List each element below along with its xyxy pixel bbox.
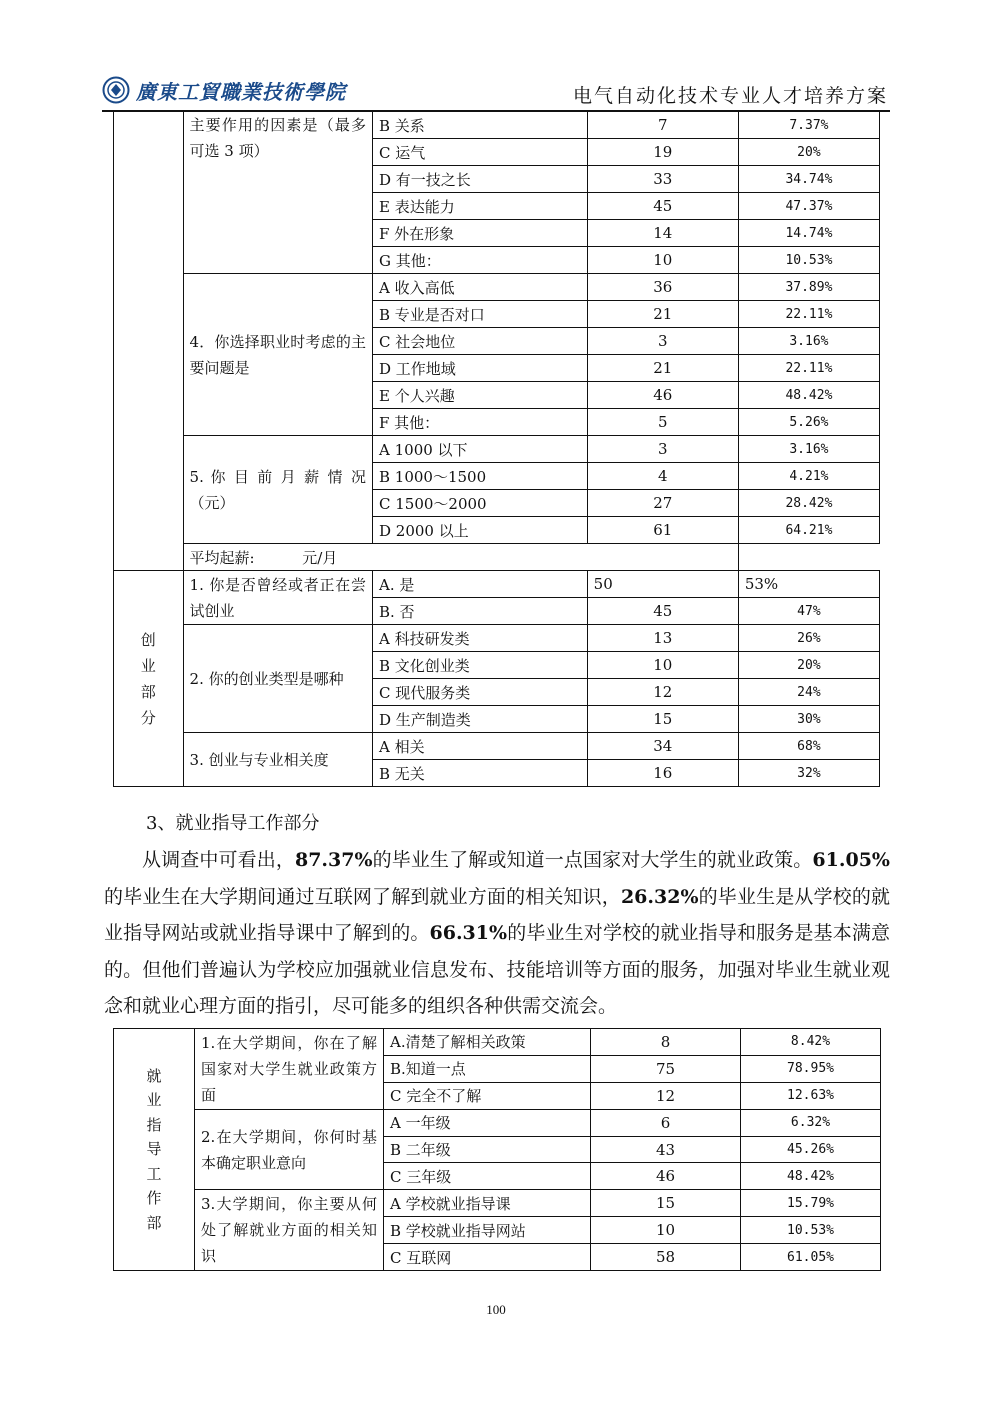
count-cell: 43 [591,1136,741,1163]
option-cell: A 一年级 [384,1109,591,1136]
table-row [114,1190,881,1217]
option-cell: B 文化创业类 [373,652,588,679]
option-cell: D 2000 以上 [373,517,588,544]
option-cell: B 学校就业指导网站 [384,1217,591,1244]
option-cell: D 工作地域 [373,355,588,382]
percent-cell: 3.16% [738,328,879,355]
count-cell: 46 [591,1163,741,1190]
percent-cell: 15.79% [741,1190,881,1217]
count-cell: 5 [587,409,738,436]
option-cell: A 科技研发类 [373,625,588,652]
question-cell: 4．你选择职业时考虑的主要问题是 [183,274,372,436]
count-cell: 21 [587,301,738,328]
percent-cell: 26% [738,625,879,652]
percent-cell: 78.95% [741,1055,881,1082]
option-cell: D 生产制造类 [373,706,588,733]
table-row [114,571,880,598]
count-cell: 10 [587,652,738,679]
option-cell: C 三年级 [384,1163,591,1190]
count-cell: 61 [587,517,738,544]
count-cell: 36 [587,274,738,301]
option-cell: B 1000～1500 [373,463,588,490]
percent-cell: 22.11% [738,355,879,382]
table-row [114,1109,881,1136]
count-cell: 58 [591,1244,741,1271]
highlight-percentage: 66.31% [429,922,508,944]
question-cell: 5. 你 目 前 月 薪 情 况（元） [183,436,372,544]
option-cell: B. 否 [373,598,588,625]
option-cell: G 其他： [373,247,588,274]
table-row [114,733,880,760]
option-cell: A 相关 [373,733,588,760]
highlight-percentage: 87.37% [294,849,373,871]
count-cell: 3 [587,328,738,355]
percent-cell: 8.42% [741,1029,881,1056]
percent-cell: 37.89% [738,274,879,301]
survey-table-career-entrepreneurship [113,111,880,787]
option-cell: C 运气 [373,139,588,166]
section-paragraph [104,842,890,1025]
table-row [114,625,880,652]
count-cell: 50 [587,571,738,598]
paragraph-text: 的毕业生是从学校的就业指导网站或就业指导课中了解到的。 [104,885,890,944]
average-salary-cell: 平均起薪: 元/月 [183,544,738,571]
question-cell: 2. 你的创业类型是哪种 [183,625,372,733]
school-emblem-icon [102,76,130,104]
count-cell: 19 [587,139,738,166]
count-cell: 7 [587,112,738,139]
section-heading: 3、就业指导工作部分 [146,813,320,834]
percent-cell: 3.16% [738,436,879,463]
percent-cell: 22.11% [738,301,879,328]
percent-cell: 14.74% [738,220,879,247]
count-cell: 45 [587,598,738,625]
count-cell: 10 [591,1217,741,1244]
paragraph-text: 的毕业生对学校的就业指导和服务是基本满意的。但他们普遍认为学校应加强就业信息发布、技能培训等方面的服务，加强对毕业生就业观念和就业心理方面的指引，尽可能多的组织各种供需交流会。 [104,922,890,1017]
option-cell: E 个人兴趣 [373,382,588,409]
option-cell: F 外在形象 [373,220,588,247]
option-cell: A 1000 以下 [373,436,588,463]
document-title: 电气自动化技术专业人才培养方案 [572,85,888,107]
option-cell: A 学校就业指导课 [384,1190,591,1217]
option-cell: E 表达能力 [373,193,588,220]
count-cell: 4 [587,463,738,490]
paragraph-text: 的毕业生了解或知道一点国家对大学生的就业政策。 [372,849,813,871]
count-cell: 13 [587,625,738,652]
percent-cell: 47.37% [738,193,879,220]
percent-cell: 20% [738,652,879,679]
option-cell: F 其他： [373,409,588,436]
percent-cell: 32% [738,760,879,787]
percent-cell: 68% [738,733,879,760]
section-label-cell: 创业部分 [114,571,184,787]
count-cell: 16 [587,760,738,787]
survey-table-employment-guidance [113,1028,881,1271]
paragraph-text: 的毕业生在大学期间通过互联网了解到就业方面的相关知识， [104,885,621,908]
percent-cell: 45.26% [741,1136,881,1163]
count-cell: 75 [591,1055,741,1082]
count-cell: 14 [587,220,738,247]
percent-cell: 7.37% [738,112,879,139]
question-cell: 3.大学期间，你主要从何处了解就业方面的相关知识 [195,1190,384,1271]
option-cell: A 收入高低 [373,274,588,301]
percent-cell: 5.26% [738,409,879,436]
count-cell: 45 [587,193,738,220]
count-cell: 6 [591,1109,741,1136]
page-header [102,72,890,112]
section-label-cell: 就业指导工作部 [114,1029,195,1271]
option-cell: B.知道一点 [384,1055,591,1082]
question-cell: 1.在大学期间，你在了解国家对大学生就业政策方面 [195,1029,384,1110]
percent-cell: 12.63% [741,1082,881,1109]
count-cell: 21 [587,355,738,382]
option-cell: C 1500～2000 [373,490,588,517]
highlight-percentage: 26.32% [620,885,699,908]
question-cell: 3. 创业与专业相关度 [183,733,372,787]
option-cell: B 关系 [373,112,588,139]
count-cell: 15 [591,1190,741,1217]
percent-cell: 28.42% [738,490,879,517]
page-number: 100 [486,1302,506,1317]
percent-cell: 30% [738,706,879,733]
paragraph-text: 从调查中可看出， [142,849,295,871]
count-cell: 8 [591,1029,741,1056]
percent-cell: 24% [738,679,879,706]
percent-cell: 48.42% [738,382,879,409]
count-cell: 34 [587,733,738,760]
percent-cell: 47% [738,598,879,625]
table-row [114,1029,881,1056]
count-cell: 33 [587,166,738,193]
option-cell: B 二年级 [384,1136,591,1163]
table-row [114,436,880,463]
percent-cell: 34.74% [738,166,879,193]
percent-cell: 10.53% [741,1217,881,1244]
option-cell: C 现代服务类 [373,679,588,706]
count-cell: 12 [587,679,738,706]
option-cell: C 互联网 [384,1244,591,1271]
option-cell: B 无关 [373,760,588,787]
option-cell: B 专业是否对口 [373,301,588,328]
percent-cell: 10.53% [738,247,879,274]
option-cell: A. 是 [373,571,588,598]
percent-cell: 61.05% [741,1244,881,1271]
count-cell: 12 [591,1082,741,1109]
count-cell: 3 [587,436,738,463]
percent-cell: 6.32% [741,1109,881,1136]
percent-cell: 20% [738,139,879,166]
percent-cell: 53% [738,571,879,598]
count-cell: 46 [587,382,738,409]
school-name: 廣東工貿職業技術學院 [136,79,346,104]
school-logo [102,74,346,106]
option-cell: A.清楚了解相关政策 [384,1029,591,1056]
option-cell: C 社会地位 [373,328,588,355]
option-cell: C 完全不了解 [384,1082,591,1109]
question-cell: 1. 你是否曾经或者正在尝试创业 [183,571,372,625]
option-cell: D 有一技之长 [373,166,588,193]
question-cell: 主要作用的因素是（最多可选 3 项） [183,112,372,274]
table-row [114,274,880,301]
table-row [114,112,880,139]
section-label-cell [114,112,184,571]
count-cell: 27 [587,490,738,517]
highlight-percentage: 61.05% [812,849,890,871]
question-cell: 2.在大学期间，你何时基本确定职业意向 [195,1109,384,1190]
percent-cell: 64.21% [738,517,879,544]
percent-cell: 48.42% [741,1163,881,1190]
count-cell: 10 [587,247,738,274]
count-cell: 15 [587,706,738,733]
table-row [114,544,880,571]
percent-cell: 4.21% [738,463,879,490]
